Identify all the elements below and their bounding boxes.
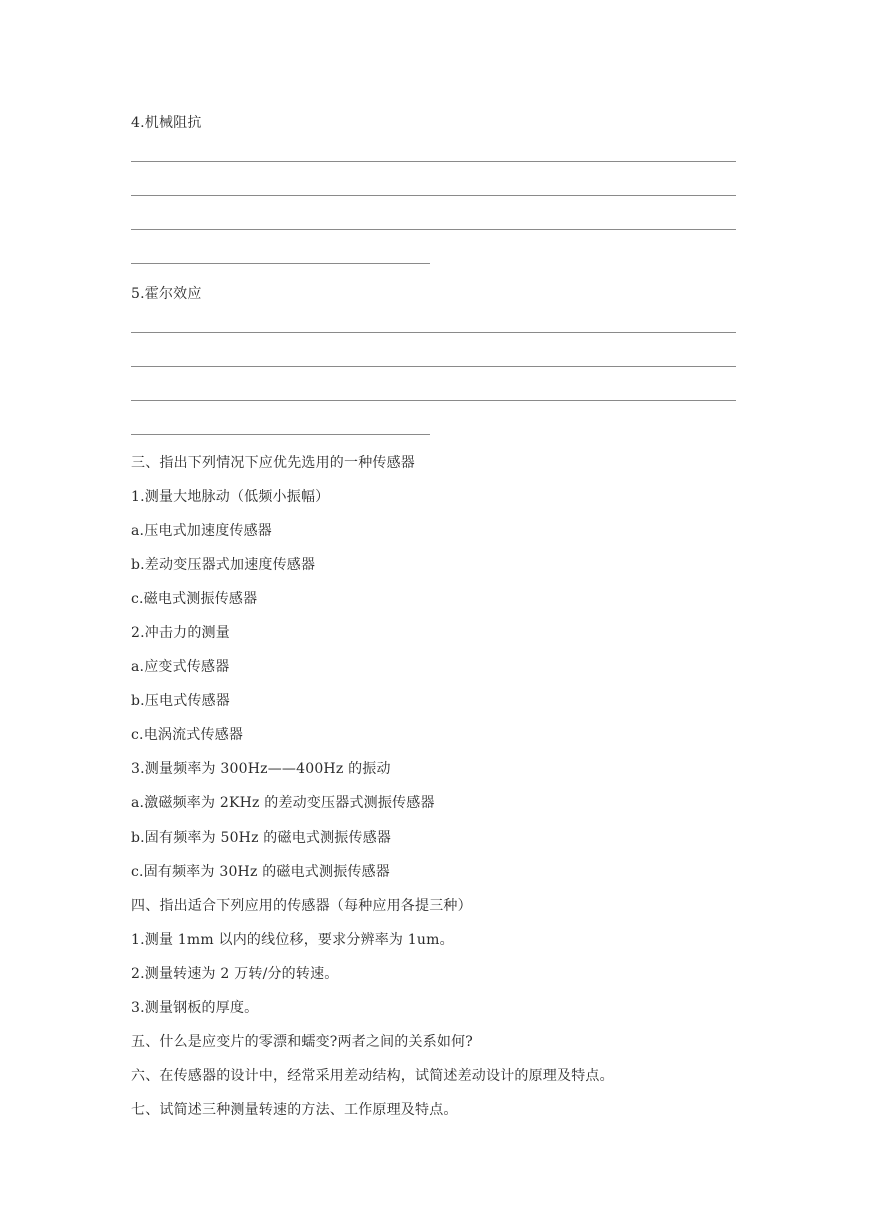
answer-line (131, 332, 736, 333)
part-3-item: a.压电式加速度传感器 (131, 523, 272, 539)
part-3-item: b.压电式传感器 (131, 693, 231, 709)
part-3-item: 3.测量频率为 300Hz——400Hz 的振动 (131, 761, 391, 777)
answer-line (131, 195, 736, 196)
part-4-item: 3.测量钢板的厚度。 (131, 1000, 259, 1016)
answer-line (131, 400, 736, 401)
part-3-item: a.应变式传感器 (131, 659, 230, 675)
question-5-title: 5.霍尔效应 (131, 286, 202, 302)
part-3-item: a.激磁频率为 2KHz 的差动变压器式测振传感器 (131, 795, 435, 811)
answer-line (131, 161, 736, 162)
answer-line (131, 366, 736, 367)
answer-line (131, 229, 736, 230)
part-6-heading: 六、在传感器的设计中，经常采用差动结构，试简述差动设计的原理及特点。 (131, 1068, 614, 1084)
part-3-item: b.固有频率为 50Hz 的磁电式测振传感器 (131, 830, 392, 846)
part-4-item: 1.测量 1mm 以内的线位移，要求分辨率为 1um。 (131, 932, 454, 948)
part-4-item: 2.测量转速为 2 万转/分的转速。 (131, 966, 339, 982)
question-4-title: 4.机械阻抗 (131, 115, 202, 131)
part-5-heading: 五、什么是应变片的零漂和蠕变?两者之间的关系如何? (131, 1034, 474, 1050)
part-7-heading: 七、试简述三种测量转速的方法、工作原理及特点。 (131, 1102, 458, 1118)
part-3-item: b.差动变压器式加速度传感器 (131, 557, 316, 573)
part-3-item: c.磁电式测振传感器 (131, 591, 258, 607)
answer-line (131, 434, 430, 435)
part-4-heading: 四、指出适合下列应用的传感器（每种应用各提三种） (131, 898, 472, 914)
part-3-heading: 三、指出下列情况下应优先选用的一种传感器 (131, 455, 415, 471)
answer-line (131, 263, 430, 264)
part-3-item: 1.测量大地脉动（低频小振幅） (131, 489, 330, 505)
part-3-item: 2.冲击力的测量 (131, 625, 230, 641)
part-3-item: c.固有频率为 30Hz 的磁电式测振传感器 (131, 864, 390, 880)
part-3-item: c.电涡流式传感器 (131, 727, 244, 743)
